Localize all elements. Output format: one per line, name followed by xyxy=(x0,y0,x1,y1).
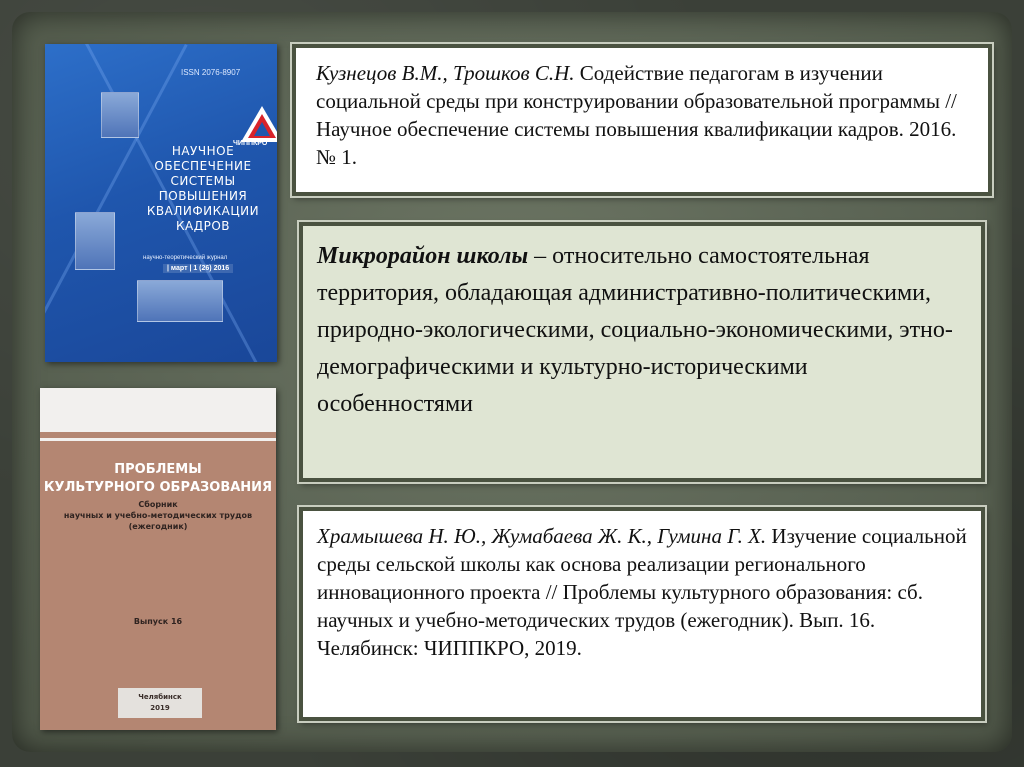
collection-year: 2019 xyxy=(150,704,170,712)
collection-subtitle-line: (ежегодник) xyxy=(128,522,188,531)
collection-title-line: КУЛЬТУРНОГО ОБРАЗОВАНИЯ xyxy=(43,480,273,495)
definition-term: Микрорайон школы xyxy=(317,243,529,269)
collection-cover-image xyxy=(40,388,276,730)
cover-title-line: КВАЛИФИКАЦИИ xyxy=(146,204,260,218)
cover-title xyxy=(133,144,273,234)
reference-text: Содействие педагогам в изучении социальной среды при конструировании образовательной программы // Научное обеспечение системы повышения квалификации кадров. 2016. № 1. xyxy=(316,61,957,169)
cover-title-line: СИСТЕМЫ xyxy=(170,174,236,188)
reference-box-1 xyxy=(292,44,992,196)
collection-subtitle-line: Сборник xyxy=(138,500,178,509)
cover-subline: научно-теоретический журнал xyxy=(143,255,228,261)
cover-photo xyxy=(75,212,115,270)
collection-subtitle-line: научных и учебно-методических трудов xyxy=(63,511,253,520)
collection-title xyxy=(40,461,276,497)
cover-top-band xyxy=(40,388,276,432)
collection-issue: Выпуск 16 xyxy=(133,617,183,626)
collection-subtitle xyxy=(40,499,276,532)
collection-city: Челябинск xyxy=(138,693,182,701)
cover-logo-text: ЧИППКРО xyxy=(233,140,268,147)
cover-issn: ISSN 2076-8907 xyxy=(181,68,241,77)
cover-title-line: КАДРОВ xyxy=(175,219,231,233)
definition-text: – относительно самостоятельная территория, обладающая административно-политическими, природно-экологическими, социально-экономическими, этно-демографическими и культурно-историческими особенностями xyxy=(317,243,953,417)
reference-authors: Кузнецов В.М., Трошков С.Н. xyxy=(316,61,575,85)
cover-photo xyxy=(101,92,139,138)
cover-title-line: ОБЕСПЕЧЕНИЕ xyxy=(154,159,252,173)
cover-issue: | март | 1 (26) 2016 xyxy=(163,264,233,273)
cover-rule xyxy=(40,438,276,441)
journal-cover-image xyxy=(45,44,277,362)
reference-text: Изучение социальной среды сельской школы как основа реализации регионального инновационного проекта // Проблемы культурного образования: сб. научных и учебно-методических трудов (ежегодник). Вып. 16. Челябинск: ЧИППКРО, 2019. xyxy=(317,524,967,660)
cover-photo xyxy=(137,280,223,322)
reference-box-2 xyxy=(299,507,985,721)
cover-title-line: НАУЧНОЕ xyxy=(171,144,235,158)
definition-box xyxy=(299,222,985,482)
collection-imprint xyxy=(118,688,202,718)
cover-title-line: ПОВЫШЕНИЯ xyxy=(158,189,248,203)
collection-title-line: ПРОБЛЕМЫ xyxy=(114,462,202,477)
reference-authors: Храмышева Н. Ю., Жумабаева Ж. К., Гумина Г. Х. xyxy=(317,524,767,548)
